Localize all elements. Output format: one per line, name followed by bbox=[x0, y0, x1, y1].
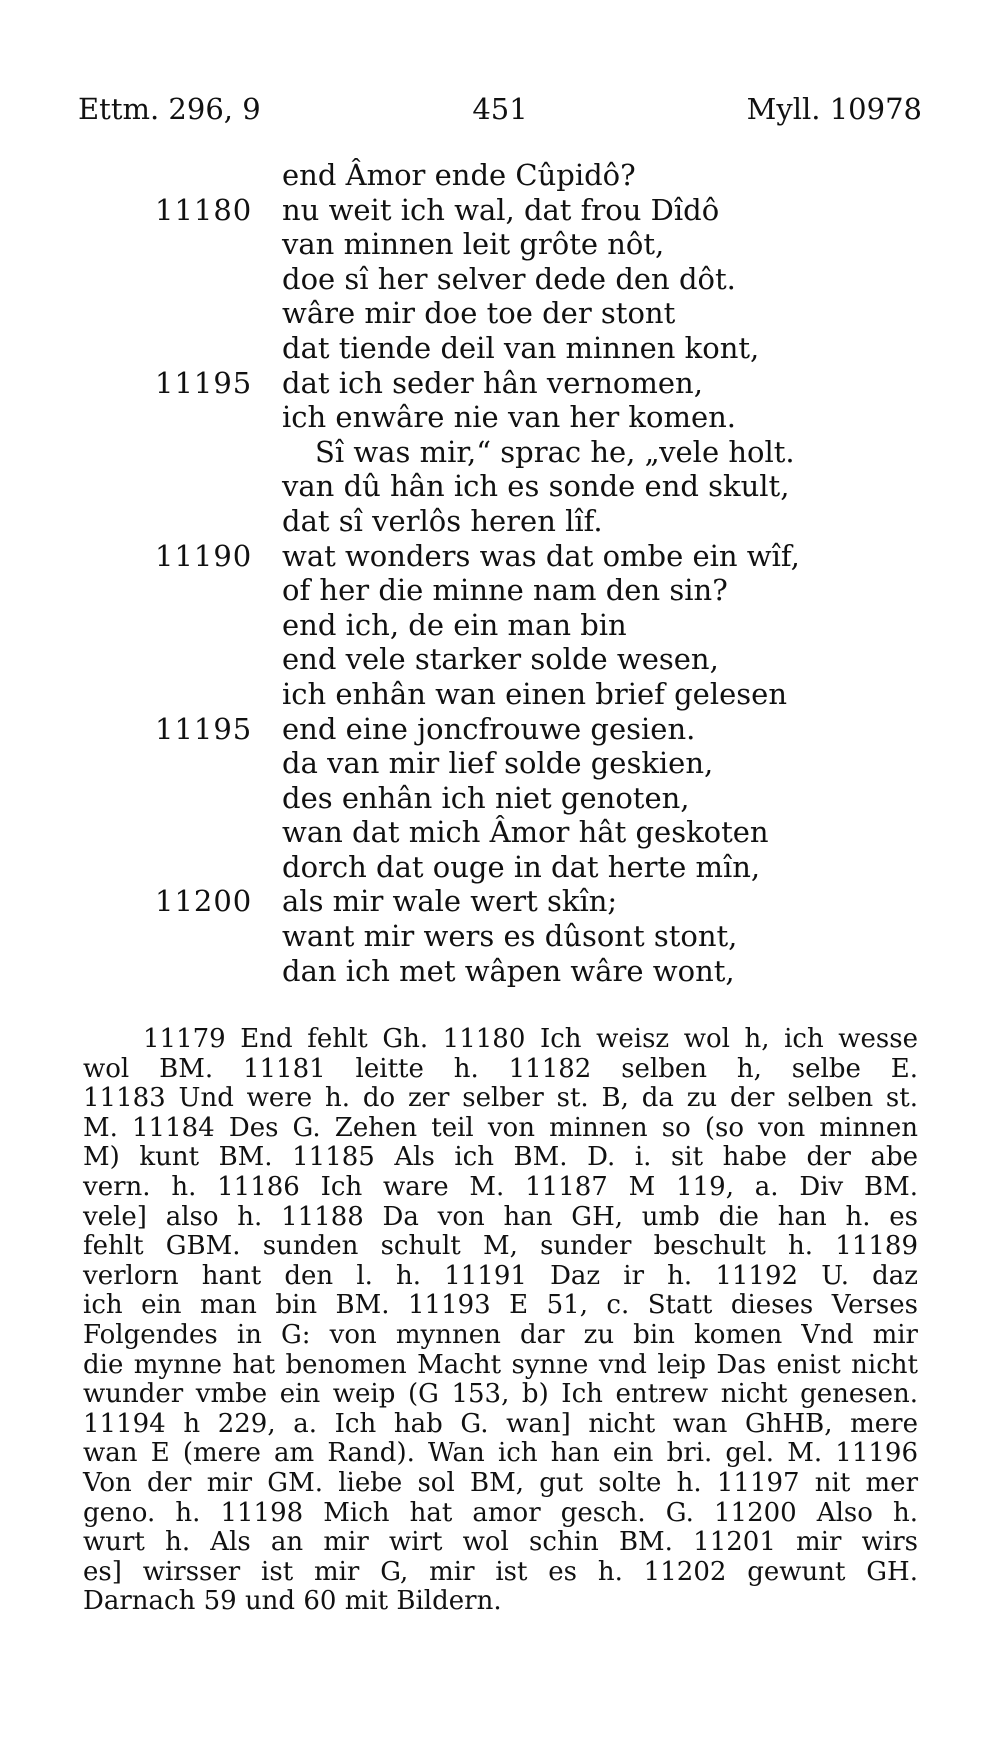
verse-line bbox=[0, 642, 1000, 677]
verse-number: 11180 bbox=[155, 192, 253, 227]
apparatus-line: wunder vmbe ein weip (G 153, b) Ich entrew nicht genesen. bbox=[83, 1379, 918, 1410]
verse-text: ich enhân wan einen brief gelesen bbox=[282, 676, 787, 711]
verse-line bbox=[0, 712, 1000, 747]
verse-text: ich enwâre nie van her komen. bbox=[282, 400, 737, 435]
verse-number: 11200 bbox=[155, 884, 253, 919]
verse-text: als mir wale wert skîn; bbox=[282, 884, 618, 919]
verse-text: wat wonders was dat ombe ein wîf, bbox=[282, 538, 800, 573]
verse-block bbox=[0, 158, 1000, 988]
verse-text: dat sî verlôs heren lîf. bbox=[282, 503, 603, 538]
apparatus-line: Folgendes in G: von mynnen dar zu bin komen Vnd mir bbox=[83, 1319, 918, 1350]
page-number: 451 bbox=[472, 92, 528, 126]
verse-text: dat tiende deil van minnen kont, bbox=[282, 330, 760, 365]
verse-line bbox=[0, 884, 1000, 919]
verse-line bbox=[0, 331, 1000, 366]
verse-line bbox=[0, 608, 1000, 643]
verse-line bbox=[0, 919, 1000, 954]
apparatus-line: vern. h. 11186 Ich ware M. 11187 M 119, a. Div BM. bbox=[83, 1171, 918, 1202]
apparatus-line: es] wirsser ist mir G, mir ist es h. 11202 gewunt GH. bbox=[83, 1556, 918, 1587]
verse-text: des enhân ich niet genoten, bbox=[282, 780, 690, 815]
apparatus-line: verlorn hant den l. h. 11191 Daz ir h. 11192 U. daz bbox=[83, 1260, 918, 1291]
verse-text: end eine joncfrouwe gesien. bbox=[282, 711, 696, 746]
header-left-reference: Ettm. 296, 9 bbox=[78, 92, 261, 126]
verse-line bbox=[0, 815, 1000, 850]
verse-line bbox=[0, 193, 1000, 228]
verse-line bbox=[0, 469, 1000, 504]
apparatus-line: 11194 h 229, a. Ich hab G. wan] nicht wan GhHB, mere bbox=[83, 1408, 918, 1439]
verse-line bbox=[0, 677, 1000, 712]
verse-line bbox=[0, 781, 1000, 816]
verse-line bbox=[0, 227, 1000, 262]
verse-text: wan dat mich Âmor hât geskoten bbox=[282, 815, 769, 850]
header-right-reference: Myll. 10978 bbox=[746, 92, 922, 126]
verse-text: dorch dat ouge in dat herte mîn, bbox=[282, 849, 761, 884]
verse-text: doe sî her selver dede den dôt. bbox=[282, 261, 736, 296]
verse-text: of her die minne nam den sin? bbox=[282, 573, 728, 608]
apparatus-line: geno. h. 11198 Mich hat amor gesch. G. 11200 Also h. bbox=[83, 1497, 918, 1528]
verse-line bbox=[0, 504, 1000, 539]
verse-line bbox=[0, 400, 1000, 435]
verse-number: 11195 bbox=[155, 365, 253, 400]
apparatus-line: wurt h. Als an mir wirt wol schin BM. 11201 mir wirs bbox=[83, 1527, 918, 1558]
apparatus-line: vele] also h. 11188 Da von han GH, umb die han h. es bbox=[83, 1201, 918, 1232]
verse-text: nu weit ich wal, dat frou Dîdô bbox=[282, 192, 720, 227]
apparatus-line: M. 11184 Des G. Zehen teil von minnen so (so von minnen bbox=[83, 1112, 918, 1143]
critical-apparatus bbox=[83, 1025, 918, 1617]
verse-line bbox=[0, 435, 1000, 470]
verse-line bbox=[0, 954, 1000, 989]
apparatus-line: Von der mir GM. liebe sol BM, gut solte h. 11197 nit mer bbox=[83, 1467, 918, 1498]
verse-line bbox=[0, 296, 1000, 331]
apparatus-line: 11179 End fehlt Gh. 11180 Ich weisz wol h, ich wesse bbox=[143, 1024, 918, 1054]
apparatus-line: Darnach 59 und 60 mit Bildern. bbox=[83, 1586, 502, 1617]
verse-line bbox=[0, 573, 1000, 608]
apparatus-line: wan E (mere am Rand). Wan ich han ein bri. gel. M. 11196 bbox=[83, 1438, 918, 1469]
verse-number: 11190 bbox=[155, 538, 253, 573]
verse-text: want mir wers es dûsont stont, bbox=[282, 919, 738, 954]
verse-text: da van mir lief solde geskien, bbox=[282, 746, 714, 781]
verse-line bbox=[0, 158, 1000, 193]
verse-text: end ich, de ein man bin bbox=[282, 607, 627, 642]
apparatus-line: die mynne hat benomen Macht synne vnd leip Das enist nicht bbox=[83, 1349, 918, 1380]
verse-number: 11195 bbox=[155, 711, 253, 746]
verse-line bbox=[0, 366, 1000, 401]
verse-text: van minnen leit grôte nôt, bbox=[282, 227, 665, 262]
verse-line bbox=[0, 539, 1000, 574]
verse-text: end vele starker solde wesen, bbox=[282, 642, 719, 677]
running-header bbox=[78, 92, 922, 132]
apparatus-line: fehlt GBM. sunden schult M, sunder beschult h. 11189 bbox=[83, 1231, 918, 1262]
verse-text: end Âmor ende Cûpidô? bbox=[282, 158, 636, 192]
verse-text: Sî was mir,“ sprac he, „vele holt. bbox=[315, 434, 795, 469]
apparatus-line: 11183 Und were h. do zer selber st. B, da zu der selben st. bbox=[83, 1083, 918, 1114]
verse-text: dan ich met wâpen wâre wont, bbox=[282, 953, 735, 988]
verse-text: dat ich seder hân vernomen, bbox=[282, 365, 703, 400]
apparatus-line: ich ein man bin BM. 11193 E 51, c. Statt dieses Verses bbox=[83, 1290, 918, 1321]
apparatus-line: M) kunt BM. 11185 Als ich BM. D. i. sit habe der abe bbox=[83, 1142, 918, 1173]
verse-line bbox=[0, 262, 1000, 297]
verse-text: van dû hân ich es sonde end skult, bbox=[282, 469, 790, 504]
apparatus-line: wol BM. 11181 leitte h. 11182 selben h, selbe E. bbox=[83, 1053, 918, 1084]
verse-line bbox=[0, 746, 1000, 781]
verse-line bbox=[0, 850, 1000, 885]
verse-text: wâre mir doe toe der stont bbox=[282, 296, 676, 331]
